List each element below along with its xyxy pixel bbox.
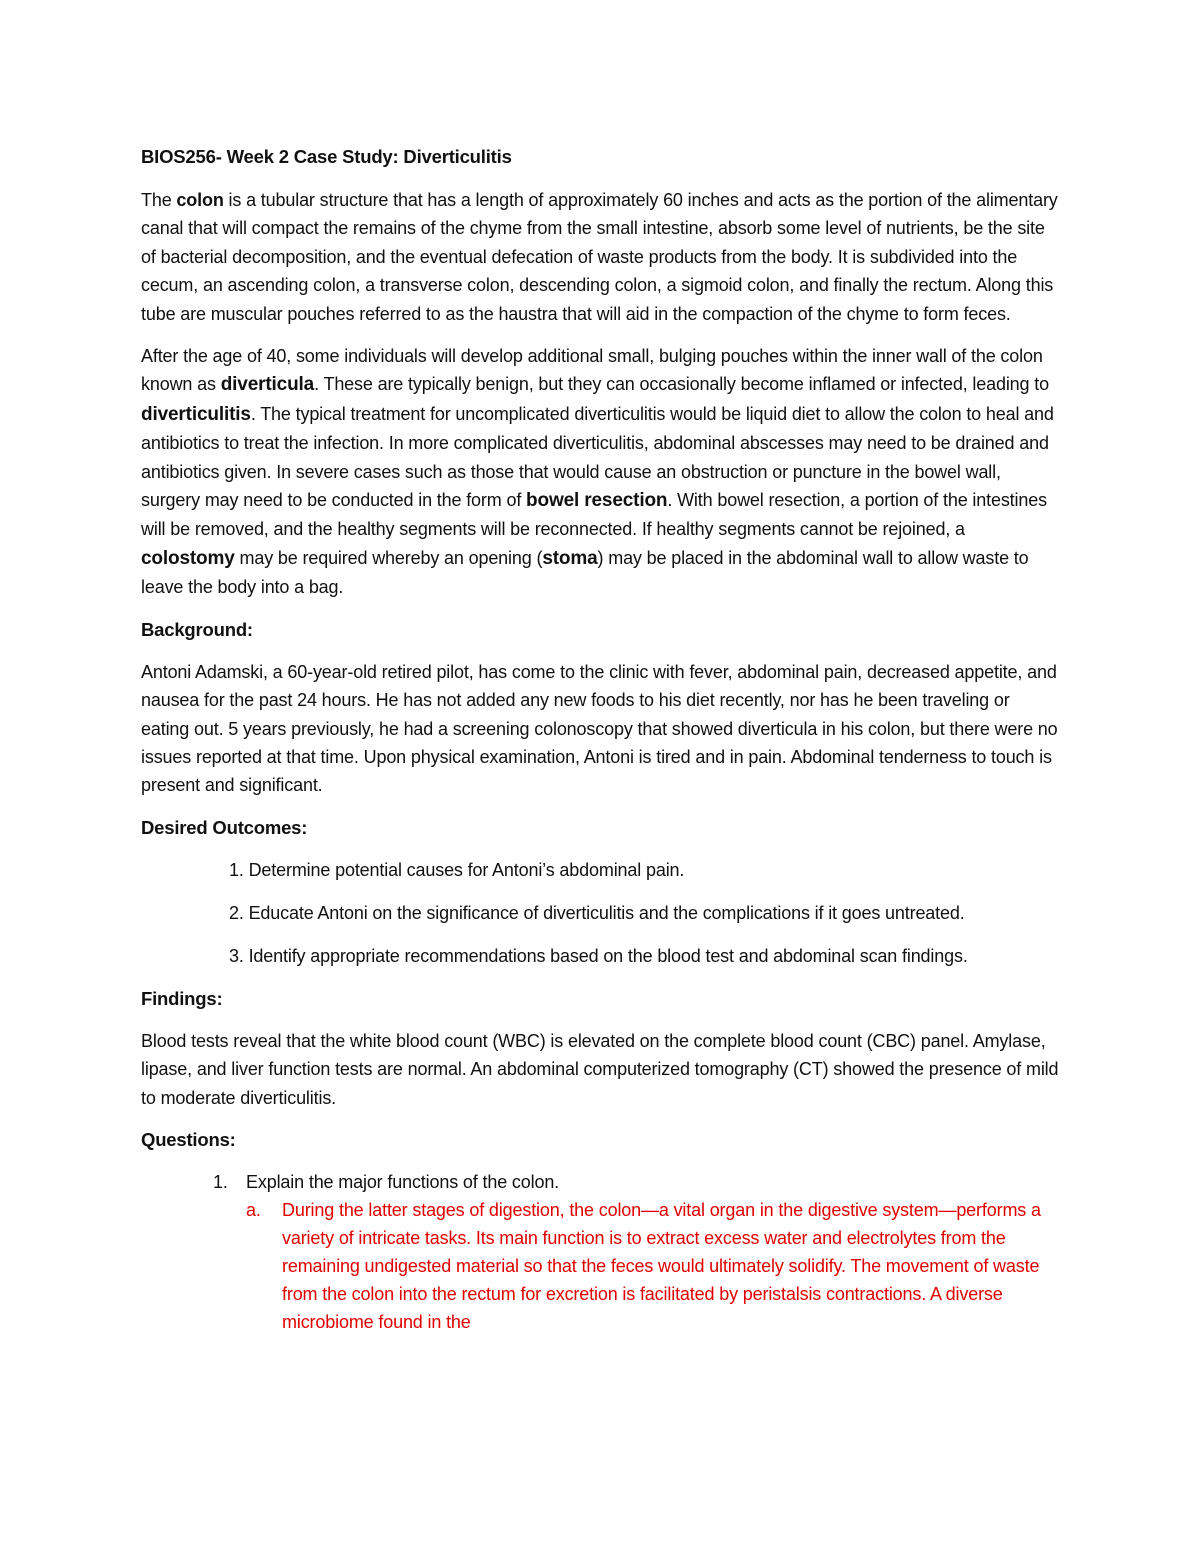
outcome-item: 3. Identify appropriate recommendations based on the blood test and abdominal scan findings. [229,945,968,966]
background-heading: Background: [141,618,253,640]
outcome-item: 2. Educate Antoni on the significance of diverticulitis and the complications if it goes untreated. [229,902,965,923]
desired-outcomes-list [141,856,1060,970]
intro-text: The [141,190,177,210]
intro-text: . The typical treatment for uncomplicated diverticulitis would be liquid diet to allow the colon to heal and antibiotics to treat the infection. In more complicated diverticulitis, abdominal abscesses may need to be drained and antibiotics given. In severe cases such as those that would cause an obstruction or puncture in the bowel wall, surgery may need to be conducted in the form of [141,403,1054,511]
intro-paragraph-colon [141,186,1060,328]
answer-text: During the latter stages of digestion, the colon—a vital organ in the digestive system—performs a variety of intricate tasks. Its main function is to extract excess water and electrolytes from the remaining undigested material so that the feces would ultimately solidify. The movement of waste from the colon into the rectum for excretion is facilitated by peristalsis contractions. A diverse microbiome found in the [282,1199,1041,1332]
keyword-bowel-resection: bowel resection [526,490,668,512]
outcome-item: 1. Determine potential causes for Antoni’s abdominal pain. [229,859,685,880]
questions-list [141,1168,1060,1336]
answer-letter: a. [246,1199,261,1220]
intro-text: . These are typically benign, but they can occasionally become inflamed or infected, leading to [314,374,1049,395]
intro-text: . With bowel resection, a portion of the intestines will be removed, and the healthy segments will be reconnected. If healthy segments cannot be rejoined, a [141,490,1047,540]
document-title: BIOS256- Week 2 Case Study: Diverticulitis [141,146,512,167]
keyword-stoma: stoma [542,547,598,569]
question-item [213,1168,1060,1336]
question-text: Explain the major functions of the colon. [246,1171,560,1192]
intro-text: After the age of 40, some individuals will develop additional small, bulging pouches within the inner wall of the colon known as [141,346,1043,395]
intro-text: may be required whereby an opening ( [234,547,543,568]
intro-text: ) may be placed in the abdominal wall to allow waste to leave the body into a bag. [141,547,1029,598]
keyword-colon: colon [176,190,224,210]
question-row [213,1168,1060,1196]
background-text: Antoni Adamski, a 60-year-old retired pilot, has come to the clinic with fever, abdominal pain, decreased appetite, and nausea for the past 24 hours. He has not added any new foods to his diet recently, nor has he been traveling or eating out. 5 years previously, he had a screening colonoscopy that showed diverticula in his colon, but there were no issues reported at that time. Upon physical examination, Antoni is tired and in pain. Abdominal tenderness to touch is present and significant. [141,661,1058,796]
questions-heading: Questions: [141,1128,236,1150]
desired-outcomes-heading: Desired Outcomes: [141,816,308,838]
findings-heading: Findings: [141,987,223,1009]
intro-paragraph-diverticula [141,342,1060,602]
question-number: 1. [213,1171,228,1192]
answer-row [246,1196,1060,1336]
intro-text: is a tubular structure that has a length of approximately 60 inches and acts as the portion of the alimentary canal that will compact the remains of the chyme from the small intestine, absorb some level of nutrients, be the site of bacterial decomposition, and the eventual defecation of waste products from the body. It is subdivided into the cecum, an ascending colon, a transverse colon, descending colon, a sigmoid colon, and finally the rectum. Along this tube are muscular pouches referred to as the haustra that will aid in the compaction of the chyme to form feces. [141,190,1058,324]
keyword-diverticulitis: diverticulitis [141,403,251,425]
findings-text: Blood tests reveal that the white blood count (WBC) is elevated on the complete blood count (CBC) panel. Amylase, lipase, and liver function tests are normal. An abdominal computerized tomography (CT) showed the presence of mild to moderate diverticulitis. [141,1030,1059,1108]
keyword-colostomy: colostomy [141,547,235,569]
keyword-diverticula: diverticula [220,374,315,396]
